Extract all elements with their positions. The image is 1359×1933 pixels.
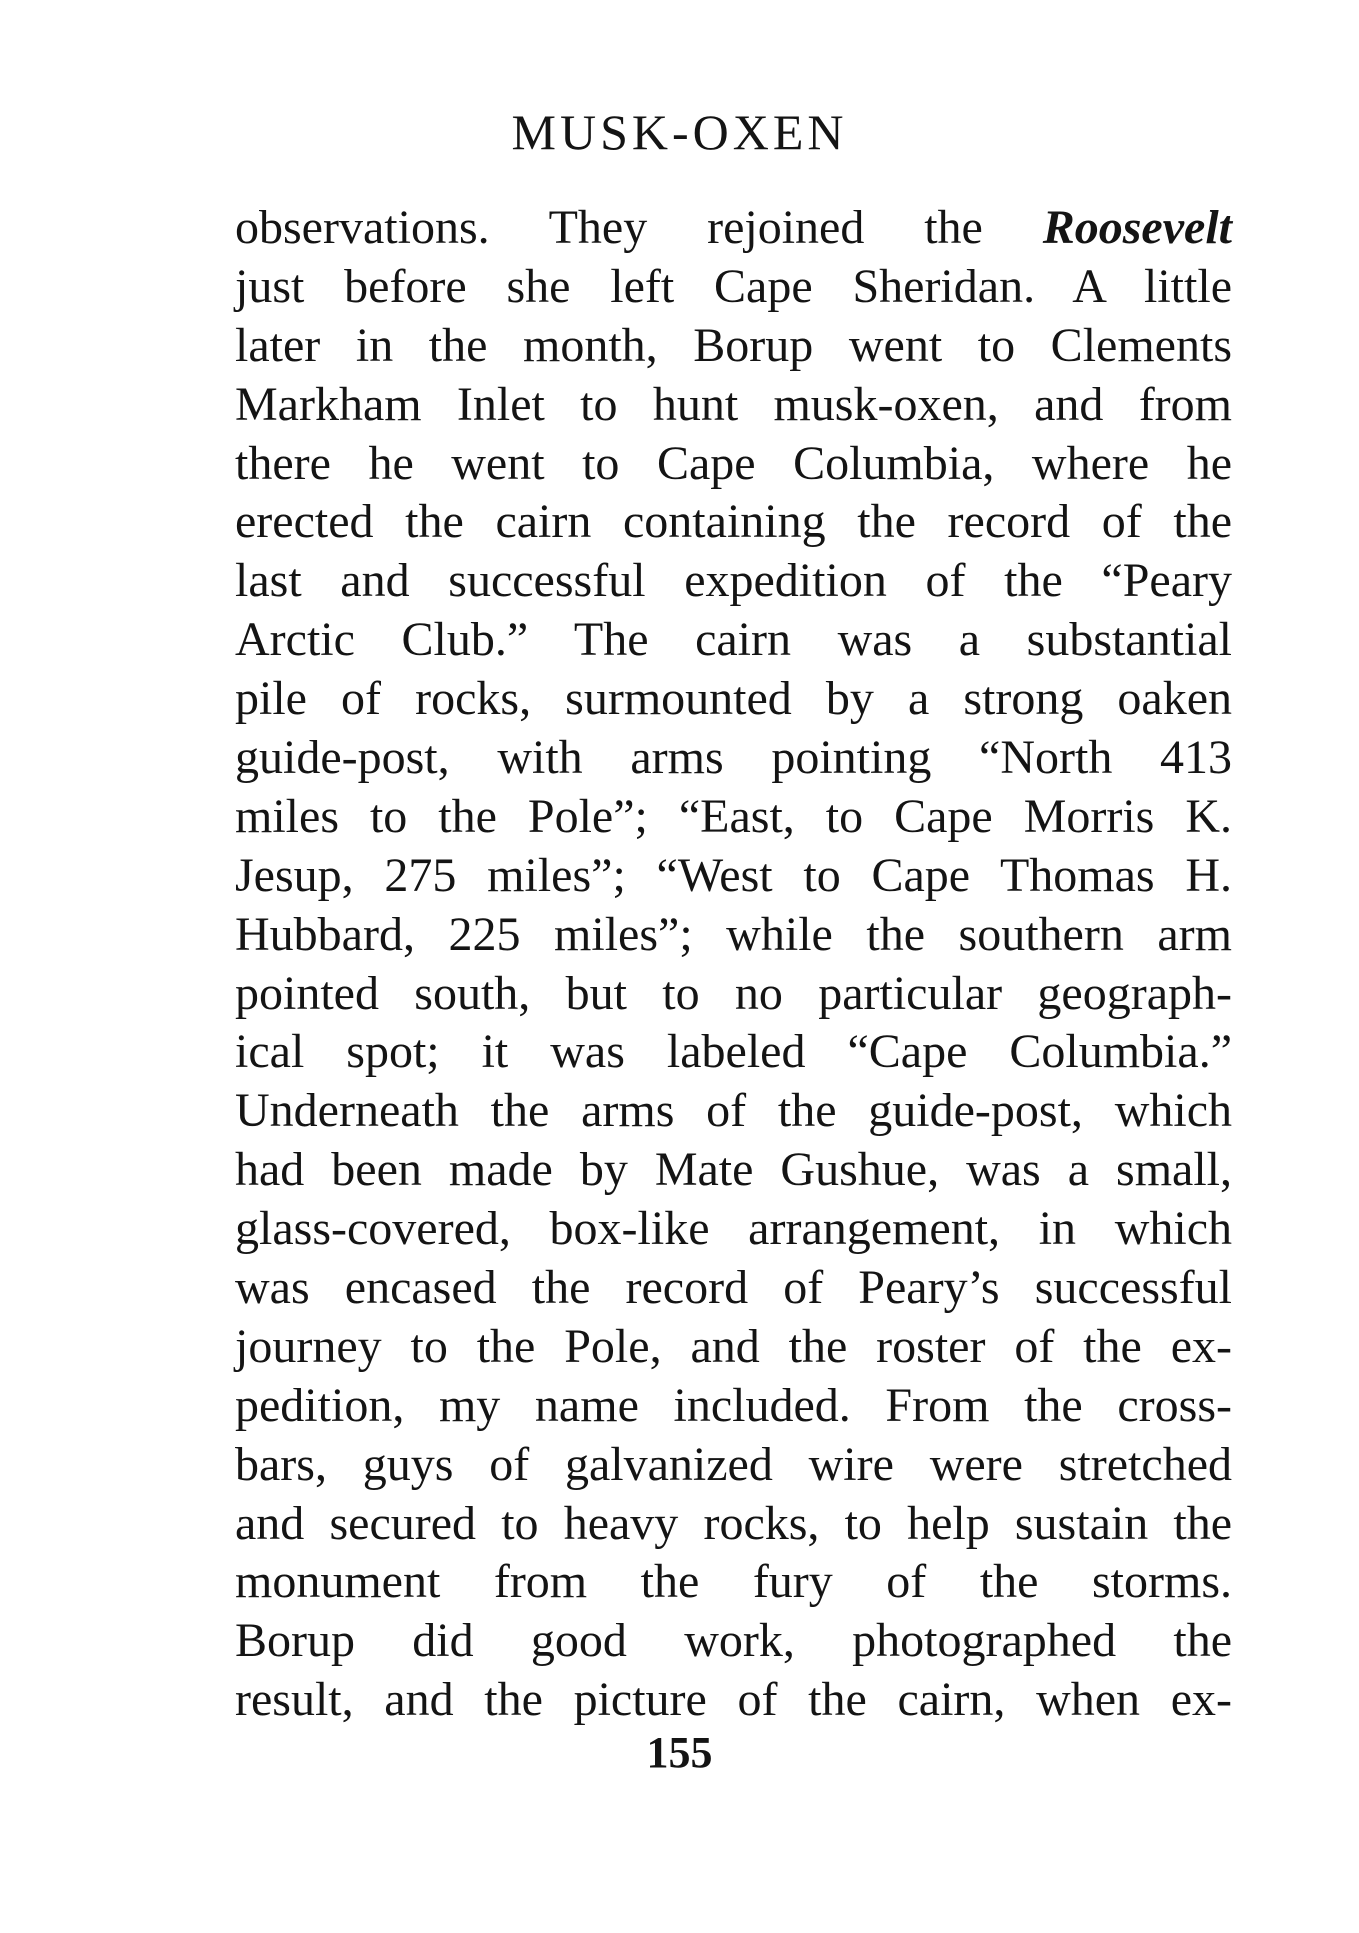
text-line-content: pedition, my name included. From the cross- (235, 1378, 1232, 1432)
text-line-content: journey to the Pole, and the roster of the ex- (235, 1319, 1232, 1373)
text-line-content: pile of rocks, surmounted by a strong oaken (235, 672, 1232, 726)
text-line (235, 965, 1232, 1024)
text-line-content: there he went to Cape Columbia, where he (235, 436, 1232, 490)
text-line (235, 376, 1232, 435)
text-line-content: erected the cairn containing the record of the (235, 495, 1232, 549)
text-line (235, 1377, 1232, 1436)
ship-name-italic: Roosevelt (1042, 201, 1232, 254)
text-line-content: glass-covered, box-like arrangement, in which (235, 1202, 1232, 1256)
text-line-content: guide-post, with arms pointing “North 413 (235, 731, 1232, 785)
text-line-content: pointed south, but to no particular geograph- (235, 966, 1232, 1020)
text-line-content: later in the month, Borup went to Clements (235, 318, 1232, 372)
text-line-content: result, and the picture of the cairn, when ex- (235, 1673, 1232, 1727)
text-line-content: Hubbard, 225 miles”; while the southern arm (235, 907, 1232, 961)
text-line (235, 552, 1232, 611)
text-line (235, 906, 1232, 965)
text-line (235, 317, 1232, 376)
text-line (235, 1318, 1232, 1377)
text-line-content: Arctic Club.” The cairn was a substantial (235, 613, 1232, 667)
text-line-content: bars, guys of galvanized wire were stretched (235, 1437, 1232, 1491)
text-line (235, 435, 1232, 494)
text-line (235, 1671, 1232, 1730)
text-line (235, 1259, 1232, 1318)
text-line-content: miles to the Pole”; “East, to Cape Morris K. (235, 789, 1232, 843)
body-paragraph (235, 199, 1232, 1730)
text-line (235, 1200, 1232, 1259)
text-line-content: and secured to heavy rocks, to help sustain the (235, 1496, 1232, 1550)
text-line (235, 729, 1232, 788)
text-line-content: just before she left Cape Sheridan. A little (235, 259, 1232, 313)
text-line-content: had been made by Mate Gushue, was a small, (235, 1143, 1232, 1197)
text-line-content: Borup did good work, photographed the (235, 1614, 1232, 1668)
page-number: 155 (646, 1728, 713, 1777)
text-line (235, 1141, 1232, 1200)
text-line-content: Underneath the arms of the guide-post, which (235, 1084, 1232, 1138)
text-line-content: monument from the fury of the storms. (235, 1555, 1232, 1609)
text-line-content: ical spot; it was labeled “Cape Columbia.” (235, 1025, 1232, 1079)
text-line (235, 1082, 1232, 1141)
text-line-content: Jesup, 275 miles”; “West to Cape Thomas H. (235, 848, 1232, 902)
text-line (235, 258, 1232, 317)
text-line (235, 1023, 1232, 1082)
text-line (235, 1436, 1232, 1495)
text-line (235, 199, 1232, 258)
text-line (235, 1495, 1232, 1554)
text-line (235, 670, 1232, 729)
text-line-content: observations. They rejoined the (235, 201, 1043, 254)
running-head: MUSK-OXEN (511, 104, 848, 160)
text-line (235, 1612, 1232, 1671)
text-line (235, 847, 1232, 906)
text-line (235, 1553, 1232, 1612)
text-line-content: Markham Inlet to hunt musk-oxen, and from (235, 377, 1232, 431)
text-line-content: was encased the record of Peary’s successful (235, 1261, 1232, 1315)
text-line (235, 493, 1232, 552)
text-line (235, 611, 1232, 670)
text-line (235, 788, 1232, 847)
text-line-content: last and successful expedition of the “Peary (235, 554, 1232, 608)
